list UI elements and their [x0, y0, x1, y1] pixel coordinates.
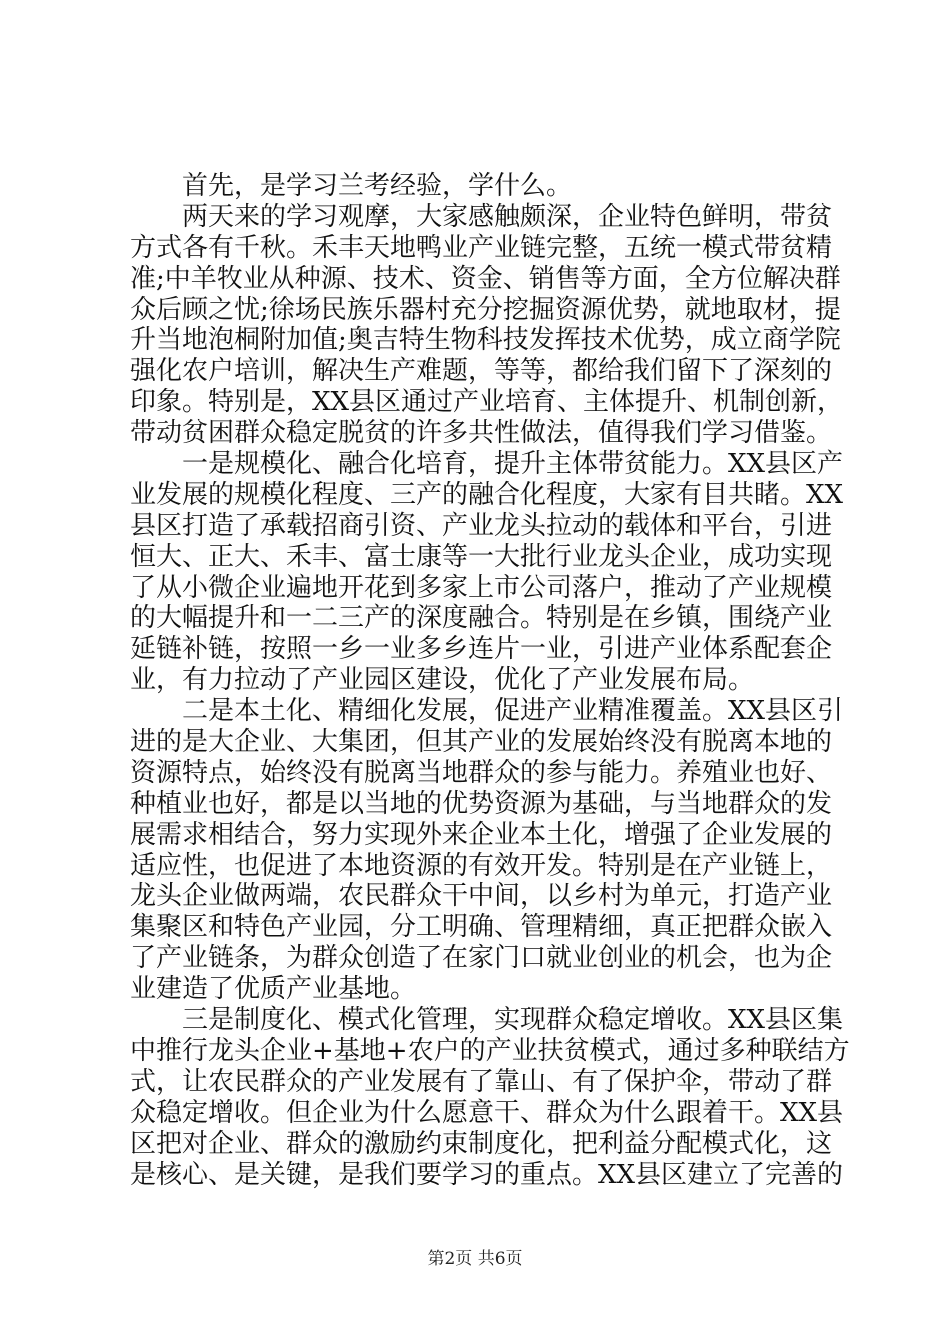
text-line: 进的是大企业、大集团，但其产业的发展始终没有脱离本地的 [130, 727, 833, 758]
text-line: 的大幅提升和一二三产的深度融合。特别是在乡镇，围绕产业 [130, 603, 833, 634]
text-line: 了产业链条，为群众创造了在家门口就业创业的机会，也为企 [130, 943, 833, 974]
text-line: 种植业也好，都是以当地的优势资源为基础，与当地群众的发 [130, 788, 833, 819]
text-line: 带动贫困群众稳定脱贫的许多共性做法，值得我们学习借鉴。 [130, 418, 833, 449]
text-line: 业，有力拉动了产业园区建设，优化了产业发展布局。 [130, 665, 755, 696]
text-line: 适应性，也促进了本地资源的有效开发。特别是在产业链上， [130, 850, 833, 881]
text-line: 集聚区和特色产业园，分工明确、管理精细，真正把群众嵌入 [130, 912, 833, 943]
text-line: 龙头企业做两端，农民群众干中间，以乡村为单元，打造产业 [130, 881, 833, 912]
text-line: 准;中羊牧业从种源、技术、资金、销售等方面，全方位解决群 [130, 263, 841, 294]
text-line: 一是规模化、融合化培育，提升主体带贫能力。XX县区产 [182, 449, 844, 480]
text-line: 方式各有千秋。禾丰天地鸭业产业链完整，五统一模式带贫精 [130, 232, 833, 263]
text-line: 区把对企业、群众的激励约束制度化，把利益分配模式化，这 [130, 1128, 833, 1159]
document-body [130, 171, 850, 1190]
text-line: 三是制度化、模式化管理，实现群众稳定增收。XX县区集 [182, 1005, 844, 1036]
text-line: 资源特点，始终没有脱离当地群众的参与能力。养殖业也好、 [130, 757, 833, 788]
text-line: 升当地泡桐附加值;奥吉特生物科技发挥技术优势，成立商学院 [130, 325, 841, 356]
text-line: 式，让农民群众的产业发展有了靠山、有了保护伞，带动了群 [130, 1066, 833, 1097]
text-line: 延链补链，按照一乡一业多乡连片一业，引进产业体系配套企 [130, 634, 833, 665]
text-line: 恒大、正大、禾丰、富士康等一大批行业龙头企业，成功实现 [130, 541, 833, 572]
text-line: 业发展的规模化程度、三产的融合化程度，大家有目共睹。XX [130, 479, 844, 510]
text-line: 众后顾之忧;徐场民族乐器村充分挖掘资源优势，就地取材，提 [130, 294, 841, 325]
text-line: 展需求相结合，努力实现外来企业本土化，增强了企业发展的 [130, 819, 833, 850]
text-line: 了从小微企业遍地开花到多家上市公司落户，推动了产业规模 [130, 572, 833, 603]
text-line: 众稳定增收。但企业为什么愿意干、群众为什么跟着干。XX县 [130, 1097, 844, 1128]
text-line: 业建造了优质产业基地。 [130, 974, 417, 1005]
page-footer: 第2页 共6页 [427, 1249, 523, 1269]
text-line: 二是本土化、精细化发展，促进产业精准覆盖。XX县区引 [182, 696, 844, 727]
text-line: 是核心、是关键，是我们要学习的重点。XX县区建立了完善的 [130, 1159, 844, 1190]
text-line: 县区打造了承载招商引资、产业龙头拉动的载体和平台，引进 [130, 510, 833, 541]
text-line: 中推行龙头企业+基地+农户的产业扶贫模式，通过多种联结方 [130, 1035, 850, 1066]
text-line: 印象。特别是，XX县区通过产业培育、主体提升、机制创新， [130, 387, 844, 418]
text-line: 强化农户培训，解决生产难题，等等，都给我们留下了深刻的 [130, 356, 833, 387]
text-line: 首先，是学习兰考经验，学什么。 [182, 171, 573, 201]
text-line: 两天来的学习观摩，大家感触颇深，企业特色鲜明，带贫 [182, 201, 833, 232]
